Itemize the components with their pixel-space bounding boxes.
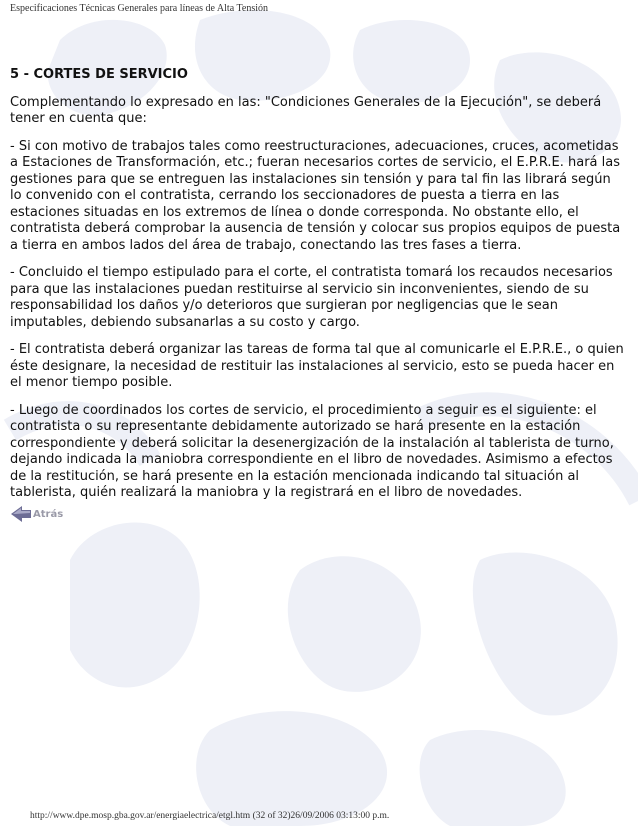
- paragraph-organization: - El contratista deberá organizar las tareas de forma tal que al comunicarle el E.P.R.E., o quien éste designare, la necesidad de restituir las instalaciones al servicio, esto se pueda hacer en el menor tiempo posible.: [10, 342, 624, 390]
- left-arrow-icon: [10, 505, 32, 523]
- document-body: [10, 67, 625, 513]
- back-link-label: Atrás: [33, 508, 64, 520]
- paragraph-restitution: - Concluido el tiempo estipulado para el corte, el contratista tomará los recaudos necesarios para que las instalaciones puedan restituirse al servicio sin inconvenientes, siendo de su responsabilidad los daños y/o deterioros que surgieran por negligencias que le sean imputables, debiendo subsanarlas a su costo y cargo.: [10, 265, 613, 330]
- footer-url: http://www.dpe.mosp.gba.gov.ar/energiaelectrica/etgl.htm (32 of 32)26/09/2006 03:13:00 p.m.: [30, 811, 390, 821]
- paragraph-service-cuts: - Si con motivo de trabajos tales como reestructuraciones, adecuaciones, cruces, acometidas a Estaciones de Transformación, etc.; fueran necesarios cortes de servicio, el E.P.R.E. hará las gestiones para que se entreguen las instalaciones sin tensión y para tal fin las librará según lo convenido con el contratista, cerrando los seccionadores de puesta a tierra en las estaciones situadas en los extremos de línea o donde corresponda. No obstante ello, el contratista deberá comprobar la ausencia de tensión y colocar sus propios equipos de puesta a tierra en ambos lados del área de trabajo, conectando las tres fases a tierra.: [10, 138, 621, 253]
- paragraph-intro: Complementando lo expresado en las: "Condiciones Generales de la Ejecución", se deberá tener en cuenta que:: [10, 94, 602, 126]
- section-title: 5 - CORTES DE SERVICIO: [10, 67, 188, 82]
- back-link[interactable]: [10, 505, 63, 523]
- paragraph-procedure: - Luego de coordinados los cortes de servicio, el procedimiento a seguir es el siguiente: el contratista o su representante debidamente autorizado se hará presente en la estación correspondiente y deberá solicitar la desenergización de la instalación al tablerista de turno, dejando indicada la maniobra correspondiente en el libro de novedades. Asimismo a efectos de la restitución, se hará presente en la estación mencionada indicando tal situación al tablerista, quién realizará la maniobra y la registrará en el libro de novedades.: [10, 402, 614, 500]
- running-header: Especificaciones Técnicas Generales para líneas de Alta Tensión: [10, 3, 268, 14]
